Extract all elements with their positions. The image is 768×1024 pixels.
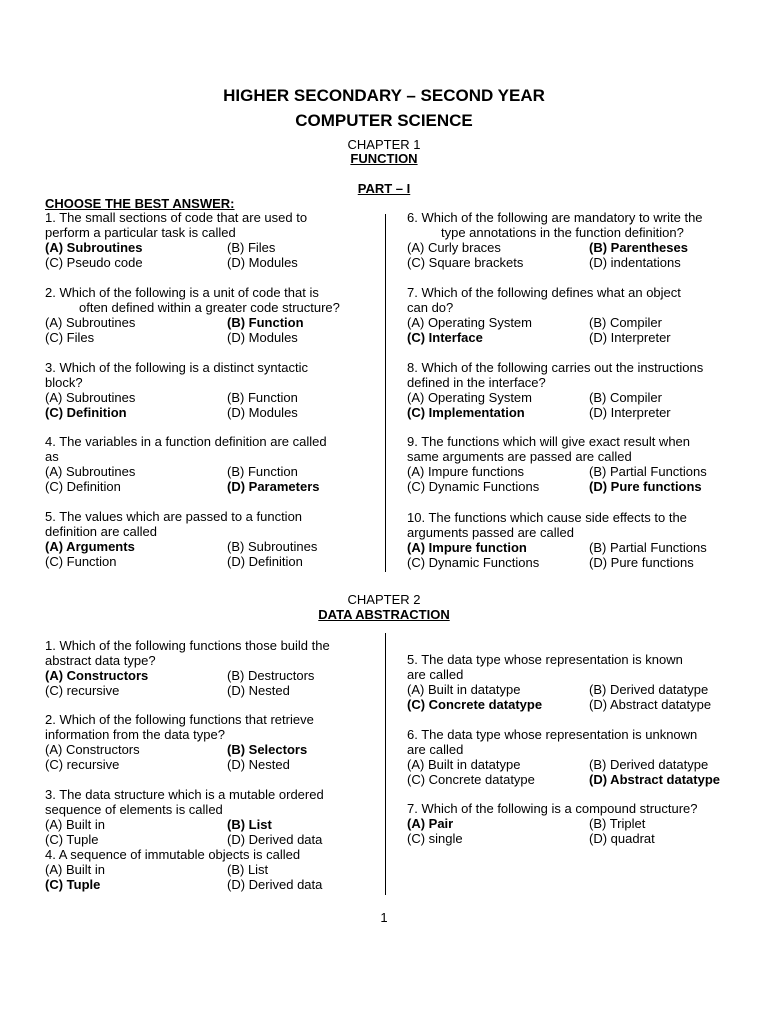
question-item — [45, 638, 375, 698]
question-text: information from the data type? — [45, 727, 225, 742]
chapter-2-title: DATA ABSTRACTION — [318, 607, 450, 622]
answer-option-c: (C) Dynamic Functions — [407, 555, 540, 570]
answer-option-d: (D) Nested — [227, 683, 290, 698]
question-item — [45, 210, 375, 270]
column-divider — [385, 633, 386, 895]
answer-option-a: (A) Operating System — [407, 315, 532, 330]
answer-option-d: (D) Derived data — [227, 877, 323, 892]
question-text: 10. The functions which cause side effects to the — [407, 510, 687, 525]
answer-option-c: (C) Function — [45, 554, 117, 569]
answer-option-c: (C) Square brackets — [407, 255, 524, 270]
answer-option-a: (A) Subroutines — [45, 464, 136, 479]
answer-option-d: (D) quadrat — [589, 831, 655, 846]
question-item — [45, 712, 375, 772]
question-text: 9. The functions which will give exact result when — [407, 434, 691, 449]
answer-option-c: (C) Pseudo code — [45, 255, 143, 270]
answer-option-d: (D) Pure functions — [589, 555, 694, 570]
chapter-1-label: CHAPTER 1 — [347, 137, 421, 152]
answer-option-b: (B) List — [227, 862, 269, 877]
answer-options — [407, 240, 737, 270]
document-title-line-2: COMPUTER SCIENCE — [295, 111, 473, 130]
answer-options — [45, 464, 375, 494]
answer-option-b: (B) Compiler — [589, 390, 662, 405]
answer-option-d: (D) Pure functions — [589, 479, 702, 494]
answer-option-d: (D) Abstract datatype — [589, 772, 720, 787]
answer-options — [407, 682, 737, 712]
answer-option-d: (D) Abstract datatype — [589, 697, 712, 712]
question-text: can do? — [407, 300, 454, 315]
question-text: arguments passed are called — [407, 525, 574, 540]
question-text: 4. The variables in a function definition are called — [45, 434, 327, 449]
answer-option-c: (C) Tuple — [45, 877, 101, 892]
question-text: 7. Which of the following defines what an object — [407, 285, 681, 300]
chapter-2-label: CHAPTER 2 — [347, 592, 421, 607]
question-text: block? — [45, 375, 83, 390]
answer-option-a: (A) Built in — [45, 817, 105, 832]
question-text: type annotations in the function definition? — [441, 225, 684, 240]
question-item — [407, 210, 737, 270]
answer-option-a: (A) Constructors — [45, 668, 149, 683]
answer-option-c: (C) recursive — [45, 683, 120, 698]
answer-options — [407, 540, 737, 570]
answer-option-b: (B) Destructors — [227, 668, 315, 683]
answer-option-b: (B) Triplet — [589, 816, 646, 831]
question-text: 1. Which of the following functions those build the — [45, 638, 330, 653]
question-text: 1. The small sections of code that are used to — [45, 210, 308, 225]
answer-options — [45, 390, 375, 420]
question-item — [407, 510, 737, 570]
answer-option-a: (A) Operating System — [407, 390, 532, 405]
question-text: same arguments are passed are called — [407, 449, 632, 464]
answer-option-c: (C) Concrete datatype — [407, 772, 535, 787]
answer-option-d: (D) Interpreter — [589, 405, 671, 420]
answer-option-c: (C) Concrete datatype — [407, 697, 543, 712]
answer-option-d: (D) Nested — [227, 757, 290, 772]
answer-option-d: (D) Modules — [227, 405, 298, 420]
column-divider — [385, 214, 386, 572]
question-item — [407, 801, 737, 846]
answer-option-d: (D) Modules — [227, 330, 298, 345]
answer-option-d: (D) Parameters — [227, 479, 320, 494]
question-text: 8. Which of the following carries out the instructions — [407, 360, 704, 375]
part-1-label: PART – I — [357, 181, 411, 196]
answer-option-b: (B) Selectors — [227, 742, 308, 757]
page-number: 1 — [380, 910, 388, 925]
answer-option-c: (C) Implementation — [407, 405, 525, 420]
answer-options — [45, 539, 375, 569]
question-text: 6. Which of the following are mandatory to write the — [407, 210, 703, 225]
answer-option-c: (C) single — [407, 831, 463, 846]
answer-options — [407, 757, 737, 787]
answer-option-b: (B) Derived datatype — [589, 682, 709, 697]
question-text: 6. The data type whose representation is unknown — [407, 727, 698, 742]
question-text: as — [45, 449, 59, 464]
answer-option-c: (C) Tuple — [45, 832, 99, 847]
question-text: 3. Which of the following is a distinct syntactic — [45, 360, 309, 375]
answer-option-a: (A) Built in datatype — [407, 757, 521, 772]
answer-option-d: (D) Interpreter — [589, 330, 671, 345]
question-item — [45, 847, 375, 892]
answer-options — [45, 817, 375, 847]
answer-option-a: (A) Built in datatype — [407, 682, 521, 697]
question-text: 2. Which of the following is a unit of code that is — [45, 285, 319, 300]
question-item — [45, 434, 375, 494]
answer-option-c: (C) Files — [45, 330, 95, 345]
question-item — [45, 360, 375, 420]
question-item — [45, 787, 375, 847]
answer-option-b: (B) Files — [227, 240, 276, 255]
question-text: are called — [407, 742, 464, 757]
answer-option-b: (B) Partial Functions — [589, 540, 707, 555]
question-text: abstract data type? — [45, 653, 156, 668]
answer-option-a: (A) Subroutines — [45, 315, 136, 330]
answer-options — [45, 315, 375, 345]
answer-option-c: (C) Interface — [407, 330, 483, 345]
answer-options — [407, 464, 737, 494]
question-text: defined in the interface? — [407, 375, 546, 390]
answer-option-b: (B) List — [227, 817, 272, 832]
answer-option-b: (B) Partial Functions — [589, 464, 707, 479]
answer-options — [407, 315, 737, 345]
question-item — [45, 509, 375, 569]
answer-options — [45, 240, 375, 270]
answer-option-b: (B) Derived datatype — [589, 757, 709, 772]
answer-option-b: (B) Parentheses — [589, 240, 688, 255]
answer-option-a: (A) Pair — [407, 816, 454, 831]
answer-option-c: (C) recursive — [45, 757, 120, 772]
question-text: 3. The data structure which is a mutable ordered — [45, 787, 324, 802]
answer-option-b: (B) Function — [227, 464, 298, 479]
answer-options — [407, 390, 737, 420]
question-item — [407, 652, 737, 712]
answer-option-b: (B) Function — [227, 390, 298, 405]
question-text: often defined within a greater code structure? — [79, 300, 340, 315]
answer-option-d: (D) Derived data — [227, 832, 323, 847]
question-item — [407, 727, 737, 787]
answer-options — [407, 816, 737, 846]
answer-option-a: (A) Built in — [45, 862, 105, 877]
question-text: perform a particular task is called — [45, 225, 236, 240]
answer-options — [45, 668, 375, 698]
question-text: 7. Which of the following is a compound structure? — [407, 801, 698, 816]
answer-option-c: (C) Definition — [45, 479, 121, 494]
answer-options — [45, 862, 375, 892]
question-text: are called — [407, 667, 464, 682]
answer-option-a: (A) Impure functions — [407, 464, 525, 479]
answer-options — [45, 742, 375, 772]
question-text: 2. Which of the following functions that retrieve — [45, 712, 314, 727]
question-item — [45, 285, 375, 345]
answer-option-c: (C) Dynamic Functions — [407, 479, 540, 494]
answer-option-a: (A) Curly braces — [407, 240, 501, 255]
question-item — [407, 434, 737, 494]
answer-option-a: (A) Impure function — [407, 540, 527, 555]
answer-option-b: (B) Function — [227, 315, 304, 330]
answer-option-a: (A) Subroutines — [45, 240, 143, 255]
question-text: definition are called — [45, 524, 158, 539]
answer-option-d: (D) Modules — [227, 255, 298, 270]
answer-option-a: (A) Arguments — [45, 539, 135, 554]
question-item — [407, 360, 737, 420]
instruction-heading: CHOOSE THE BEST ANSWER: — [45, 196, 235, 211]
answer-option-d: (D) indentations — [589, 255, 681, 270]
question-text: 5. The data type whose representation is known — [407, 652, 683, 667]
answer-option-a: (A) Constructors — [45, 742, 140, 757]
question-text: sequence of elements is called — [45, 802, 223, 817]
question-text: 5. The values which are passed to a function — [45, 509, 303, 524]
answer-option-b: (B) Compiler — [589, 315, 662, 330]
answer-option-c: (C) Definition — [45, 405, 127, 420]
answer-option-b: (B) Subroutines — [227, 539, 318, 554]
answer-option-d: (D) Definition — [227, 554, 303, 569]
question-text: 4. A sequence of immutable objects is called — [45, 847, 301, 862]
document-title-line-1: HIGHER SECONDARY – SECOND YEAR — [223, 86, 545, 105]
question-item — [407, 285, 737, 345]
answer-option-a: (A) Subroutines — [45, 390, 136, 405]
chapter-1-title: FUNCTION — [350, 151, 418, 166]
